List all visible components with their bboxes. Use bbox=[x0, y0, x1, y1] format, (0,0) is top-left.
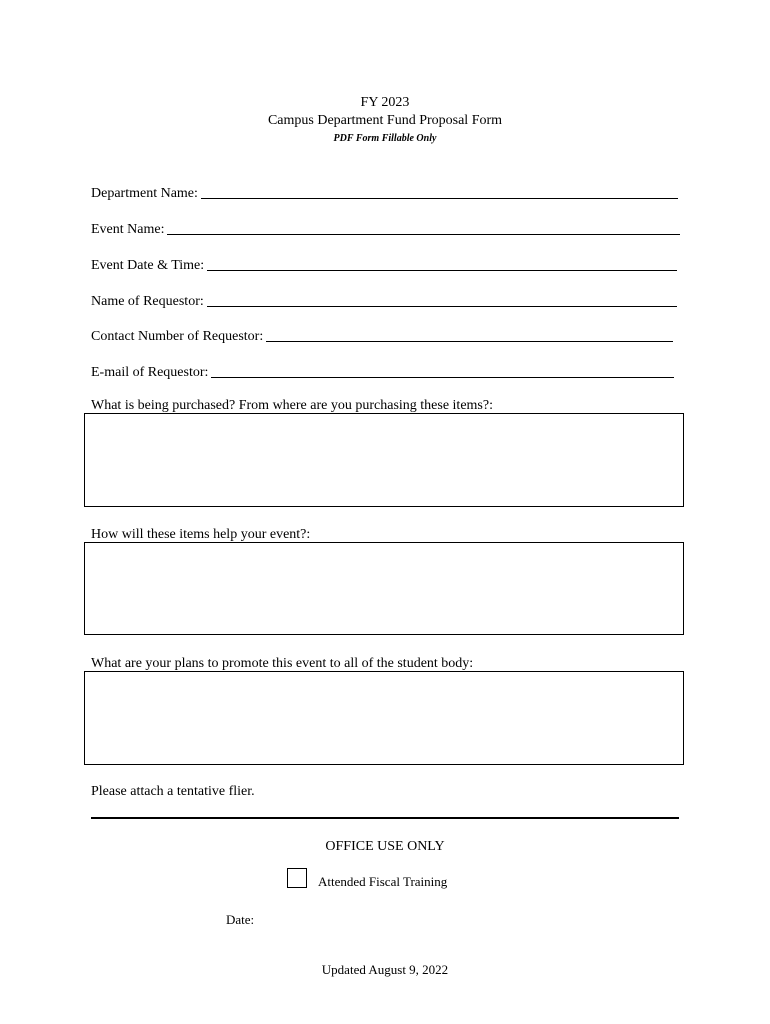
department-name-field[interactable] bbox=[201, 186, 678, 199]
event-date-time-label: Event Date & Time: bbox=[91, 258, 205, 273]
requestor-email-row bbox=[91, 363, 674, 381]
requestor-contact-field[interactable] bbox=[266, 329, 673, 342]
event-name-label: Event Name: bbox=[91, 222, 165, 237]
office-separator bbox=[91, 817, 679, 819]
event-name-field[interactable] bbox=[167, 222, 680, 235]
promote-answer-field[interactable] bbox=[84, 671, 684, 765]
requestor-name-label: Name of Requestor: bbox=[91, 294, 204, 309]
event-date-time-row bbox=[91, 256, 677, 274]
form-title: Campus Department Fund Proposal Form bbox=[267, 113, 503, 128]
help-event-question: How will these items help your event?: bbox=[91, 527, 311, 542]
form-subtitle: PDF Form Fillable Only bbox=[333, 133, 437, 144]
requestor-email-field[interactable] bbox=[211, 365, 674, 378]
department-name-row bbox=[91, 184, 678, 202]
fiscal-training-checkbox[interactable] bbox=[287, 868, 307, 888]
attach-flier-note: Please attach a tentative flier. bbox=[91, 784, 255, 799]
event-date-time-field[interactable] bbox=[207, 258, 677, 271]
requestor-contact-label: Contact Number of Requestor: bbox=[91, 329, 264, 344]
requestor-name-field[interactable] bbox=[207, 294, 677, 307]
fiscal-training-label: Attended Fiscal Training bbox=[318, 874, 448, 889]
fiscal-year: FY 2023 bbox=[360, 95, 410, 110]
event-name-row bbox=[91, 220, 680, 238]
office-date-label: Date: bbox=[226, 912, 255, 927]
office-use-heading: OFFICE USE ONLY bbox=[325, 839, 445, 854]
department-name-label: Department Name: bbox=[91, 186, 198, 201]
updated-date: Updated August 9, 2022 bbox=[321, 962, 449, 977]
requestor-name-row bbox=[91, 292, 677, 310]
promote-question: What are your plans to promote this event to all of the student body: bbox=[91, 656, 474, 671]
requestor-contact-row bbox=[91, 327, 673, 345]
requestor-email-label: E-mail of Requestor: bbox=[91, 365, 209, 380]
purchase-answer-field[interactable] bbox=[84, 413, 684, 507]
purchase-question: What is being purchased? From where are you purchasing these items?: bbox=[91, 398, 493, 413]
help-event-answer-field[interactable] bbox=[84, 542, 684, 635]
